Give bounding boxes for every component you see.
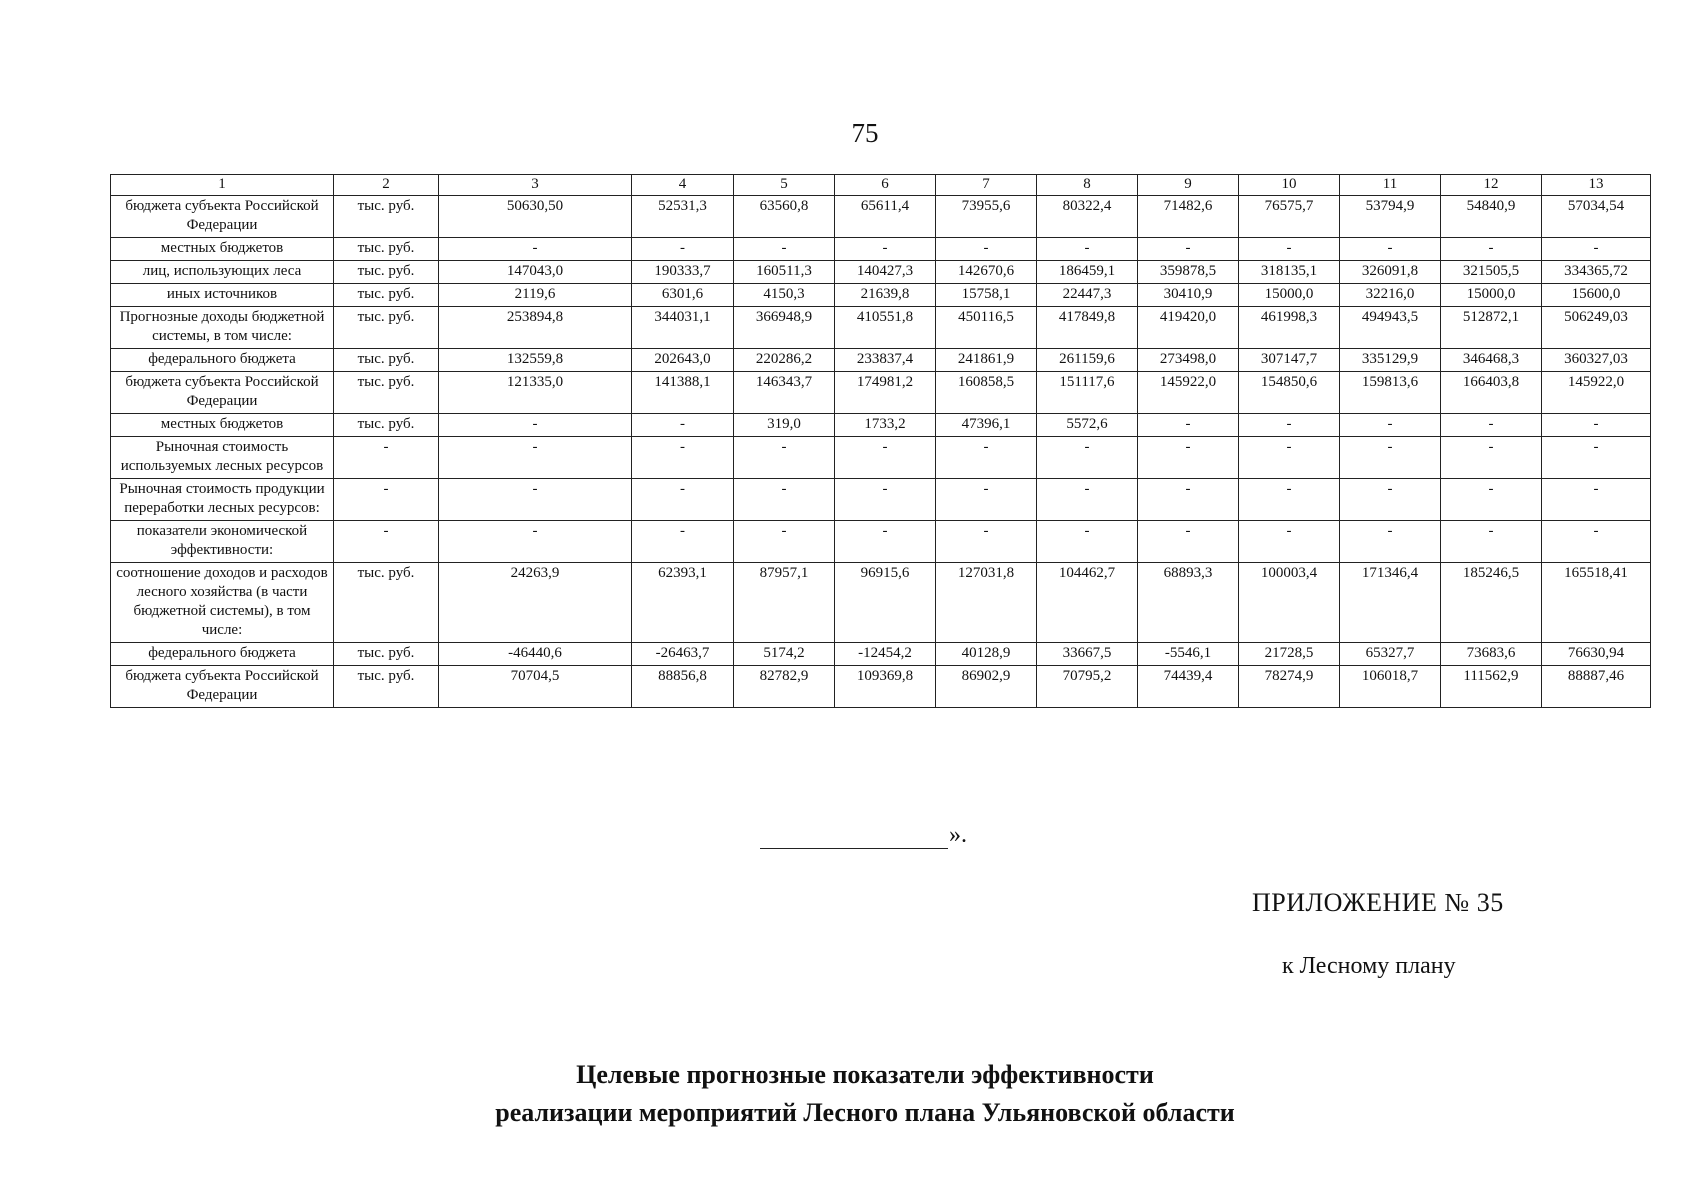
value-cell: 461998,3 bbox=[1239, 307, 1340, 349]
document-title-line-1: Целевые прогнозные показатели эффективности bbox=[576, 1060, 1154, 1089]
value-cell: - bbox=[632, 437, 734, 479]
value-cell: 165518,41 bbox=[1542, 563, 1651, 643]
table-row bbox=[111, 437, 1651, 479]
value-cell: - bbox=[1239, 437, 1340, 479]
value-cell: 88856,8 bbox=[632, 666, 734, 708]
value-cell: 106018,7 bbox=[1340, 666, 1441, 708]
value-cell: 160511,3 bbox=[734, 261, 835, 284]
value-cell: 326091,8 bbox=[1340, 261, 1441, 284]
header-cell: 4 bbox=[632, 175, 734, 196]
value-cell: 159813,6 bbox=[1340, 372, 1441, 414]
value-cell: 109369,8 bbox=[835, 666, 936, 708]
page-number: 75 bbox=[851, 118, 879, 148]
value-cell: 76630,94 bbox=[1542, 643, 1651, 666]
value-cell: 141388,1 bbox=[632, 372, 734, 414]
value-cell: 73683,6 bbox=[1441, 643, 1542, 666]
budget-table bbox=[110, 174, 1651, 708]
unit-cell: тыс. руб. bbox=[334, 307, 439, 349]
value-cell: - bbox=[1340, 521, 1441, 563]
value-cell: 15600,0 bbox=[1542, 284, 1651, 307]
value-cell: 2119,6 bbox=[439, 284, 632, 307]
table-row bbox=[111, 284, 1651, 307]
value-cell: 50630,50 bbox=[439, 196, 632, 238]
document-title-line-2: реализации мероприятий Лесного плана Ульяновской области bbox=[495, 1098, 1235, 1127]
table-row bbox=[111, 349, 1651, 372]
value-cell: 140427,3 bbox=[835, 261, 936, 284]
value-cell: 233837,4 bbox=[835, 349, 936, 372]
value-cell: 86902,9 bbox=[936, 666, 1037, 708]
value-cell: 57034,54 bbox=[1542, 196, 1651, 238]
row-label-cell: местных бюджетов bbox=[111, 238, 334, 261]
value-cell: 160858,5 bbox=[936, 372, 1037, 414]
value-cell: 104462,7 bbox=[1037, 563, 1138, 643]
value-cell: 190333,7 bbox=[632, 261, 734, 284]
header-cell: 5 bbox=[734, 175, 835, 196]
value-cell: 359878,5 bbox=[1138, 261, 1239, 284]
value-cell: - bbox=[1239, 238, 1340, 261]
value-cell: - bbox=[734, 238, 835, 261]
header-cell: 11 bbox=[1340, 175, 1441, 196]
value-cell: 241861,9 bbox=[936, 349, 1037, 372]
value-cell: - bbox=[936, 437, 1037, 479]
value-cell: - bbox=[1441, 414, 1542, 437]
value-cell: 22447,3 bbox=[1037, 284, 1138, 307]
value-cell: 52531,3 bbox=[632, 196, 734, 238]
table-row bbox=[111, 521, 1651, 563]
table-row bbox=[111, 643, 1651, 666]
value-cell: - bbox=[1037, 238, 1138, 261]
value-cell: 73955,6 bbox=[936, 196, 1037, 238]
value-cell: - bbox=[1441, 238, 1542, 261]
value-cell: 63560,8 bbox=[734, 196, 835, 238]
value-cell: 82782,9 bbox=[734, 666, 835, 708]
value-cell: 151117,6 bbox=[1037, 372, 1138, 414]
value-cell: 147043,0 bbox=[439, 261, 632, 284]
row-label-cell: Прогнозные доходы бюджетной системы, в том числе: bbox=[111, 307, 334, 349]
value-cell: 132559,8 bbox=[439, 349, 632, 372]
value-cell: - bbox=[835, 437, 936, 479]
value-cell: 40128,9 bbox=[936, 643, 1037, 666]
header-cell: 12 bbox=[1441, 175, 1542, 196]
value-cell: - bbox=[1239, 414, 1340, 437]
table-row bbox=[111, 479, 1651, 521]
value-cell: - bbox=[632, 521, 734, 563]
value-cell: 494943,5 bbox=[1340, 307, 1441, 349]
value-cell: 53794,9 bbox=[1340, 196, 1441, 238]
value-cell: 512872,1 bbox=[1441, 307, 1542, 349]
value-cell: - bbox=[936, 521, 1037, 563]
value-cell: - bbox=[1138, 437, 1239, 479]
value-cell: - bbox=[439, 414, 632, 437]
value-cell: 334365,72 bbox=[1542, 261, 1651, 284]
value-cell: 335129,9 bbox=[1340, 349, 1441, 372]
value-cell: - bbox=[1542, 521, 1651, 563]
value-cell: 32216,0 bbox=[1340, 284, 1441, 307]
value-cell: 202643,0 bbox=[632, 349, 734, 372]
value-cell: - bbox=[1441, 521, 1542, 563]
value-cell: - bbox=[1340, 238, 1441, 261]
value-cell: - bbox=[1542, 479, 1651, 521]
value-cell: - bbox=[1037, 521, 1138, 563]
document-title bbox=[0, 1056, 1696, 1132]
value-cell: - bbox=[936, 238, 1037, 261]
value-cell: - bbox=[835, 479, 936, 521]
value-cell: - bbox=[1138, 479, 1239, 521]
value-cell: -46440,6 bbox=[439, 643, 632, 666]
value-cell: 47396,1 bbox=[936, 414, 1037, 437]
signature-line bbox=[760, 826, 948, 849]
value-cell: - bbox=[439, 437, 632, 479]
unit-cell: тыс. руб. bbox=[334, 284, 439, 307]
row-label-cell: иных источников bbox=[111, 284, 334, 307]
closing-mark bbox=[760, 822, 967, 849]
value-cell: - bbox=[1239, 521, 1340, 563]
row-label-cell: местных бюджетов bbox=[111, 414, 334, 437]
value-cell: 261159,6 bbox=[1037, 349, 1138, 372]
value-cell: 62393,1 bbox=[632, 563, 734, 643]
value-cell: - bbox=[1138, 238, 1239, 261]
row-label-cell: лиц, использующих леса bbox=[111, 261, 334, 284]
value-cell: - bbox=[1542, 414, 1651, 437]
value-cell: 319,0 bbox=[734, 414, 835, 437]
unit-cell: тыс. руб. bbox=[334, 261, 439, 284]
row-label-cell: бюджета субъекта Российской Федерации bbox=[111, 372, 334, 414]
value-cell: 174981,2 bbox=[835, 372, 936, 414]
row-label-cell: Рыночная стоимость используемых лесных ресурсов bbox=[111, 437, 334, 479]
value-cell: - bbox=[439, 238, 632, 261]
header-cell: 10 bbox=[1239, 175, 1340, 196]
value-cell: - bbox=[439, 521, 632, 563]
value-cell: 360327,03 bbox=[1542, 349, 1651, 372]
value-cell: 68893,3 bbox=[1138, 563, 1239, 643]
value-cell: - bbox=[1037, 437, 1138, 479]
table-row bbox=[111, 563, 1651, 643]
unit-cell: тыс. руб. bbox=[334, 414, 439, 437]
value-cell: 33667,5 bbox=[1037, 643, 1138, 666]
value-cell: 127031,8 bbox=[936, 563, 1037, 643]
value-cell: - bbox=[1138, 521, 1239, 563]
value-cell: 307147,7 bbox=[1239, 349, 1340, 372]
value-cell: 54840,9 bbox=[1441, 196, 1542, 238]
value-cell: 88887,46 bbox=[1542, 666, 1651, 708]
table-row bbox=[111, 261, 1651, 284]
value-cell: 6301,6 bbox=[632, 284, 734, 307]
value-cell: 154850,6 bbox=[1239, 372, 1340, 414]
value-cell: 21639,8 bbox=[835, 284, 936, 307]
value-cell: -26463,7 bbox=[632, 643, 734, 666]
value-cell: 5174,2 bbox=[734, 643, 835, 666]
row-label-cell: Рыночная стоимость продукции переработки лесных ресурсов: bbox=[111, 479, 334, 521]
header-cell: 3 bbox=[439, 175, 632, 196]
value-cell: 121335,0 bbox=[439, 372, 632, 414]
value-cell: - bbox=[1441, 437, 1542, 479]
value-cell: 71482,6 bbox=[1138, 196, 1239, 238]
row-label-cell: бюджета субъекта Российской Федерации bbox=[111, 196, 334, 238]
table-row bbox=[111, 414, 1651, 437]
unit-cell: тыс. руб. bbox=[334, 666, 439, 708]
value-cell: 5572,6 bbox=[1037, 414, 1138, 437]
table-header-row bbox=[111, 175, 1651, 196]
table-row bbox=[111, 372, 1651, 414]
value-cell: 506249,03 bbox=[1542, 307, 1651, 349]
value-cell: 74439,4 bbox=[1138, 666, 1239, 708]
value-cell: 185246,5 bbox=[1441, 563, 1542, 643]
value-cell: 4150,3 bbox=[734, 284, 835, 307]
closing-quote: ». bbox=[949, 822, 967, 848]
row-label-cell: федерального бюджета bbox=[111, 643, 334, 666]
value-cell: - bbox=[936, 479, 1037, 521]
appendix-label: ПРИЛОЖЕНИЕ № 35 bbox=[1252, 888, 1504, 917]
value-cell: 410551,8 bbox=[835, 307, 936, 349]
value-cell: - bbox=[734, 437, 835, 479]
value-cell: - bbox=[1138, 414, 1239, 437]
value-cell: 419420,0 bbox=[1138, 307, 1239, 349]
value-cell: 166403,8 bbox=[1441, 372, 1542, 414]
row-label-cell: бюджета субъекта Российской Федерации bbox=[111, 666, 334, 708]
header-cell: 2 bbox=[334, 175, 439, 196]
value-cell: 366948,9 bbox=[734, 307, 835, 349]
unit-cell: тыс. руб. bbox=[334, 196, 439, 238]
table-row bbox=[111, 307, 1651, 349]
value-cell: 145922,0 bbox=[1138, 372, 1239, 414]
value-cell: 318135,1 bbox=[1239, 261, 1340, 284]
value-cell: 344031,1 bbox=[632, 307, 734, 349]
value-cell: 346468,3 bbox=[1441, 349, 1542, 372]
value-cell: 100003,4 bbox=[1239, 563, 1340, 643]
appendix-subtitle: к Лесному плану bbox=[1282, 953, 1456, 979]
unit-cell: - bbox=[334, 437, 439, 479]
value-cell: - bbox=[734, 521, 835, 563]
value-cell: 96915,6 bbox=[835, 563, 936, 643]
row-label-cell: федерального бюджета bbox=[111, 349, 334, 372]
value-cell: 70704,5 bbox=[439, 666, 632, 708]
value-cell: 87957,1 bbox=[734, 563, 835, 643]
row-label-cell: показатели экономической эффективности: bbox=[111, 521, 334, 563]
value-cell: - bbox=[632, 479, 734, 521]
value-cell: 321505,5 bbox=[1441, 261, 1542, 284]
value-cell: - bbox=[632, 414, 734, 437]
value-cell: - bbox=[1340, 479, 1441, 521]
value-cell: 146343,7 bbox=[734, 372, 835, 414]
table-row bbox=[111, 666, 1651, 708]
value-cell: 80322,4 bbox=[1037, 196, 1138, 238]
value-cell: 65611,4 bbox=[835, 196, 936, 238]
value-cell: - bbox=[1441, 479, 1542, 521]
value-cell: 220286,2 bbox=[734, 349, 835, 372]
value-cell: - bbox=[1340, 414, 1441, 437]
unit-cell: - bbox=[334, 479, 439, 521]
value-cell: - bbox=[1542, 238, 1651, 261]
value-cell: 186459,1 bbox=[1037, 261, 1138, 284]
header-cell: 7 bbox=[936, 175, 1037, 196]
header-cell: 13 bbox=[1542, 175, 1651, 196]
unit-cell: - bbox=[334, 521, 439, 563]
value-cell: - bbox=[835, 521, 936, 563]
value-cell: 273498,0 bbox=[1138, 349, 1239, 372]
value-cell: - bbox=[632, 238, 734, 261]
value-cell: 21728,5 bbox=[1239, 643, 1340, 666]
value-cell: - bbox=[835, 238, 936, 261]
value-cell: 171346,4 bbox=[1340, 563, 1441, 643]
header-cell: 6 bbox=[835, 175, 936, 196]
header-cell: 8 bbox=[1037, 175, 1138, 196]
unit-cell: тыс. руб. bbox=[334, 643, 439, 666]
value-cell: 15000,0 bbox=[1441, 284, 1542, 307]
value-cell: 15758,1 bbox=[936, 284, 1037, 307]
value-cell: - bbox=[439, 479, 632, 521]
unit-cell: тыс. руб. bbox=[334, 349, 439, 372]
value-cell: - bbox=[1037, 479, 1138, 521]
value-cell: 76575,7 bbox=[1239, 196, 1340, 238]
value-cell: 65327,7 bbox=[1340, 643, 1441, 666]
unit-cell: тыс. руб. bbox=[334, 238, 439, 261]
value-cell: 1733,2 bbox=[835, 414, 936, 437]
header-cell: 9 bbox=[1138, 175, 1239, 196]
value-cell: - bbox=[1340, 437, 1441, 479]
value-cell: -5546,1 bbox=[1138, 643, 1239, 666]
value-cell: 24263,9 bbox=[439, 563, 632, 643]
value-cell: 70795,2 bbox=[1037, 666, 1138, 708]
header-cell: 1 bbox=[111, 175, 334, 196]
table-body bbox=[111, 175, 1651, 708]
value-cell: 142670,6 bbox=[936, 261, 1037, 284]
value-cell: 253894,8 bbox=[439, 307, 632, 349]
value-cell: -12454,2 bbox=[835, 643, 936, 666]
value-cell: 30410,9 bbox=[1138, 284, 1239, 307]
unit-cell: тыс. руб. bbox=[334, 372, 439, 414]
row-label-cell: соотношение доходов и расходов лесного хозяйства (в части бюджетной системы), в том числе: bbox=[111, 563, 334, 643]
value-cell: - bbox=[1239, 479, 1340, 521]
table-row bbox=[111, 238, 1651, 261]
unit-cell: тыс. руб. bbox=[334, 563, 439, 643]
value-cell: 111562,9 bbox=[1441, 666, 1542, 708]
value-cell: 417849,8 bbox=[1037, 307, 1138, 349]
value-cell: - bbox=[1542, 437, 1651, 479]
table-row bbox=[111, 196, 1651, 238]
value-cell: 78274,9 bbox=[1239, 666, 1340, 708]
value-cell: 15000,0 bbox=[1239, 284, 1340, 307]
value-cell: 145922,0 bbox=[1542, 372, 1651, 414]
value-cell: 450116,5 bbox=[936, 307, 1037, 349]
value-cell: - bbox=[734, 479, 835, 521]
